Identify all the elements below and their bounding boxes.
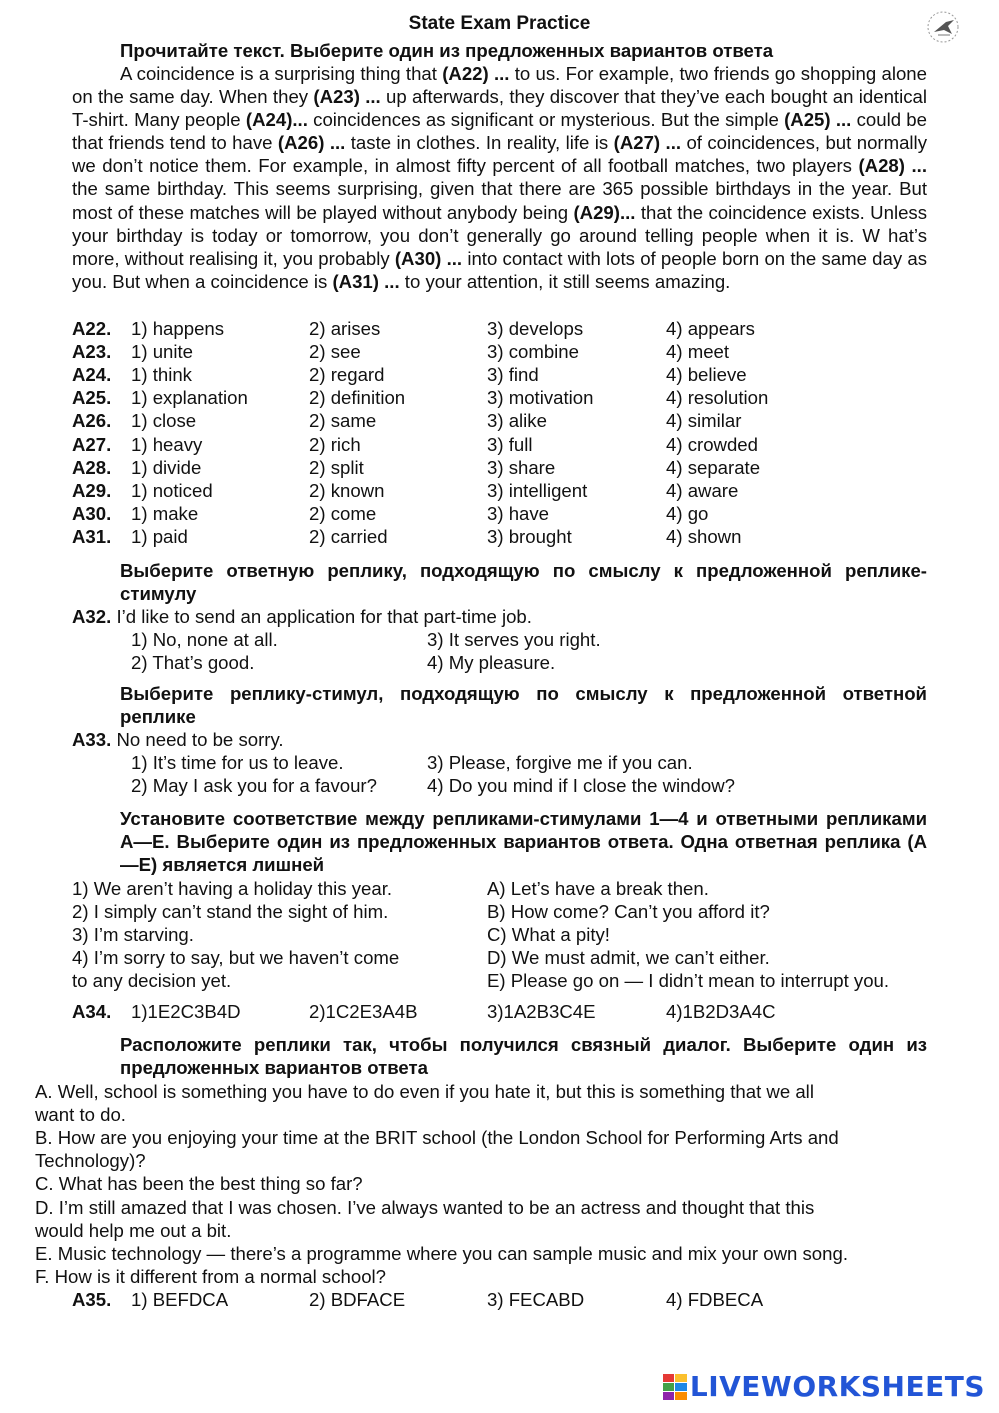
question-number: A35.	[72, 1289, 112, 1310]
answer-option[interactable]: 1) heavy	[131, 433, 203, 455]
answer-option[interactable]: 3) alike	[487, 410, 547, 432]
question-row	[72, 317, 932, 340]
dialogue-line: D. I’m still amazed that I was chosen. I’ve always wanted to be an actress and thought that this	[35, 1196, 815, 1218]
dialogue-line: B. How are you enjoying your time at the BRIT school (the London School for Performing Arts and	[35, 1127, 839, 1149]
section4-instruction: Установите соответствие между репликами-стимулами 1—4 и ответными репликами А—Е. Выберите один из предложенных вариантов ответа. Одна ответная реплика (А—Е) является лишней	[120, 808, 927, 876]
stimulus-line: to any decision yet.	[72, 970, 232, 991]
answer-option[interactable]: 4) believe	[666, 364, 747, 386]
dialogue-line: C. What has been the best thing so far?	[35, 1173, 363, 1195]
question-row	[72, 409, 932, 432]
answer-option[interactable]: 2) see	[309, 341, 361, 363]
question-number: A31.	[72, 525, 112, 547]
question-a35	[72, 1288, 932, 1311]
stimulus-line: 1) We aren’t having a holiday this year.	[72, 878, 393, 899]
question-number: A23.	[72, 341, 112, 363]
answer-option[interactable]: 3) find	[487, 364, 539, 386]
answer-option[interactable]: 1) close	[131, 410, 197, 432]
answer-option[interactable]: 2)1C2E3A4B	[309, 1001, 418, 1022]
coincidence-text	[72, 62, 927, 293]
question-a33	[72, 728, 284, 751]
answer-option[interactable]: 3) brought	[487, 525, 572, 547]
text-run: to your attention, it still seems amazing.	[399, 270, 731, 292]
question-row	[72, 456, 932, 479]
answer-option[interactable]: 1) make	[131, 502, 199, 524]
text-run: coincidences as significant or mysterious. But the simple	[307, 109, 785, 131]
answer-option[interactable]: 1) noticed	[131, 479, 213, 501]
question-number: A29.	[72, 479, 112, 501]
answer-option[interactable]: 3) full	[487, 433, 533, 455]
bird-logo-icon	[924, 8, 962, 46]
answer-option[interactable]: 4) aware	[666, 479, 739, 501]
gap-marker: (A23) ...	[313, 86, 381, 108]
question-row	[72, 433, 932, 456]
text-run: to us. For example, two friends go shopping alone on the same day. When they	[72, 63, 927, 108]
answer-option[interactable]: 1) paid	[131, 525, 188, 547]
section3-instruction: Выберите реплику-стимул, подходящую по смыслу к предложенной ответной реплике	[120, 683, 927, 728]
question-number: A26.	[72, 410, 112, 432]
answer-option[interactable]: 2) same	[309, 410, 377, 432]
response-line: C) What a pity!	[487, 924, 610, 945]
answer-option[interactable]: 1) BEFDCA	[131, 1289, 229, 1310]
question-a32	[72, 605, 532, 628]
answer-option[interactable]: 1) think	[131, 364, 192, 386]
answer-option[interactable]: 1)1E2C3B4D	[131, 1001, 241, 1022]
answer-option[interactable]: 2) arises	[309, 318, 381, 339]
section5-instruction: Расположите реплики так, чтобы получился связный диалог. Выберите один из предложенных вариантов ответа	[120, 1034, 927, 1079]
answer-option[interactable]: 4) crowded	[666, 433, 758, 455]
answer-option[interactable]: 3) combine	[487, 341, 579, 363]
answer-option[interactable]: 1) explanation	[131, 387, 248, 409]
question-number: A22.	[72, 318, 112, 339]
stimulus-line: 2) I simply can’t stand the sight of him.	[72, 901, 389, 922]
answer-option[interactable]: 1) happens	[131, 318, 225, 339]
question-number: A30.	[72, 502, 112, 524]
answer-option[interactable]: 4) resolution	[666, 387, 769, 409]
section1-instruction: Прочитайте текст. Выберите один из предложенных вариантов ответа	[120, 40, 774, 61]
question-number: A33.	[72, 729, 112, 750]
text-run: taste in clothes. In reality, life is	[345, 132, 614, 154]
answer-option[interactable]: 2) rich	[309, 433, 361, 455]
gap-marker: (A28) ...	[858, 155, 927, 177]
question-a34	[72, 1000, 932, 1023]
answer-option[interactable]: 4)1B2D3A4C	[666, 1001, 776, 1022]
question-number: A32.	[72, 606, 112, 627]
dialogue-line: would help me out a bit.	[35, 1219, 232, 1241]
answer-option[interactable]: 2) definition	[309, 387, 406, 409]
stimulus-line: 4) I’m sorry to say, but we haven’t come	[72, 947, 400, 968]
dialogue-line: F. How is it different from a normal school?	[35, 1265, 387, 1287]
gap-marker: (A25) ...	[784, 109, 852, 131]
gap-marker: (A27) ...	[613, 132, 682, 154]
answer-option[interactable]: 4) shown	[666, 525, 742, 547]
answer-option[interactable]: 1) No, none at all.	[131, 629, 278, 650]
answer-option[interactable]: 3) It serves you right.	[427, 629, 601, 650]
gap-marker: (A31) ...	[332, 270, 400, 292]
answer-option[interactable]: 4) FDBECA	[666, 1289, 764, 1310]
logo-text: LIVEWORKSHEETS	[689, 1370, 985, 1404]
dialogue-line: E. Music technology — there’s a programme where you can sample music and mix your own song.	[35, 1242, 848, 1264]
response-line: B) How come? Can’t you afford it?	[487, 901, 770, 922]
response-line: D) We must admit, we can’t either.	[487, 947, 770, 968]
answer-option[interactable]: 3) FECABD	[487, 1289, 585, 1310]
answer-option[interactable]: 2) regard	[309, 364, 385, 386]
answer-option[interactable]: 4) separate	[666, 456, 761, 478]
question-number: A28.	[72, 456, 112, 478]
answer-option[interactable]: 1) divide	[131, 456, 202, 478]
answer-option[interactable]: 1) It’s time for us to leave.	[131, 752, 344, 773]
text-run: up afterwards, they discover that they’ve each bought an identical T-shirt. Many people	[72, 86, 927, 131]
question-number: A25.	[72, 387, 112, 409]
dialogue-line: Technology)?	[35, 1150, 146, 1172]
answer-option[interactable]: 2) May I ask you for a favour?	[131, 775, 377, 796]
liveworksheets-logo[interactable]	[663, 1372, 985, 1402]
text-run: of coincidences, but normally we don’t notice them. For example, in almost fifty percent of all football matches, two players	[72, 132, 927, 177]
question-row	[72, 386, 932, 409]
gap-marker: (A29)...	[573, 201, 636, 223]
text-run: A coincidence is a surprising thing that	[120, 63, 443, 84]
page-title: State Exam Practice	[408, 13, 591, 34]
question-row	[72, 525, 932, 548]
answer-option[interactable]: 2) known	[309, 479, 385, 501]
response-line: A) Let’s have a break then.	[487, 878, 709, 899]
text-run: the same birthday. This seems surprising, given that there are 365 possible birthdays in the year. But most of these matches will be played without anybody being	[72, 178, 927, 223]
answer-option[interactable]: 4) similar	[666, 410, 742, 432]
question-row	[72, 340, 932, 363]
gap-marker: (A24)...	[245, 109, 308, 131]
answer-option[interactable]: 2) come	[309, 502, 377, 524]
question-row	[72, 363, 932, 386]
answer-option[interactable]: 4) My pleasure.	[427, 652, 556, 673]
answer-option[interactable]: 3) have	[487, 502, 550, 524]
question-prompt: I’d like to send an application for that part-time job.	[116, 606, 532, 627]
liveworksheets-mark-icon	[663, 1374, 687, 1400]
answer-option[interactable]: 2) That’s good.	[131, 652, 255, 673]
text-run: into contact with lots of people born on the same day as you. But when a coincidence is	[72, 247, 927, 292]
question-prompt: No need to be sorry.	[116, 729, 284, 750]
gap-marker: (A26) ...	[277, 132, 346, 154]
answer-option[interactable]: 4) go	[666, 502, 709, 524]
question-number: A24.	[72, 364, 112, 386]
question-row	[72, 479, 932, 502]
question-row	[72, 502, 932, 525]
text-run: could be that friends tend to have	[72, 109, 927, 154]
text-run: that the coincidence exists. Unless your birthday is today or tomorrow, you don’t generally go around telling people when it is. W hat’s more, without realising it, you probably	[72, 201, 928, 269]
gap-marker: (A22) ...	[442, 63, 510, 84]
question-number: A34.	[72, 1001, 112, 1022]
answer-option[interactable]: 3) intelligent	[487, 479, 588, 501]
section2-instruction: Выберите ответную реплику, подходящую по смыслу к предложенной реплике-стимулу	[120, 560, 927, 605]
question-number: A27.	[72, 433, 112, 455]
answer-option[interactable]: 2) BDFACE	[309, 1289, 406, 1310]
answer-option[interactable]: 3) Please, forgive me if you can.	[427, 752, 693, 773]
answer-option[interactable]: 3) share	[487, 456, 556, 478]
answer-option[interactable]: 4) meet	[666, 341, 730, 363]
answer-option[interactable]: 1) unite	[131, 341, 194, 363]
dialogue-line: A. Well, school is something you have to do even if you hate it, but this is something that we all	[35, 1081, 814, 1102]
dialogue-line: want to do.	[35, 1104, 126, 1126]
answer-option[interactable]: 2) split	[309, 456, 364, 478]
stimulus-line: 3) I’m starving.	[72, 924, 194, 945]
answer-option[interactable]: 4) appears	[666, 318, 755, 339]
answer-option[interactable]: 2) carried	[309, 525, 388, 547]
gap-marker: (A30) ...	[394, 247, 463, 269]
answer-option[interactable]: 3) motivation	[487, 387, 594, 409]
response-line: E) Please go on — I didn’t mean to interrupt you.	[487, 970, 890, 991]
answer-option[interactable]: 4) Do you mind if I close the window?	[427, 775, 735, 796]
answer-option[interactable]: 3) develops	[487, 318, 584, 339]
answer-option[interactable]: 3)1A2B3C4E	[487, 1001, 596, 1022]
